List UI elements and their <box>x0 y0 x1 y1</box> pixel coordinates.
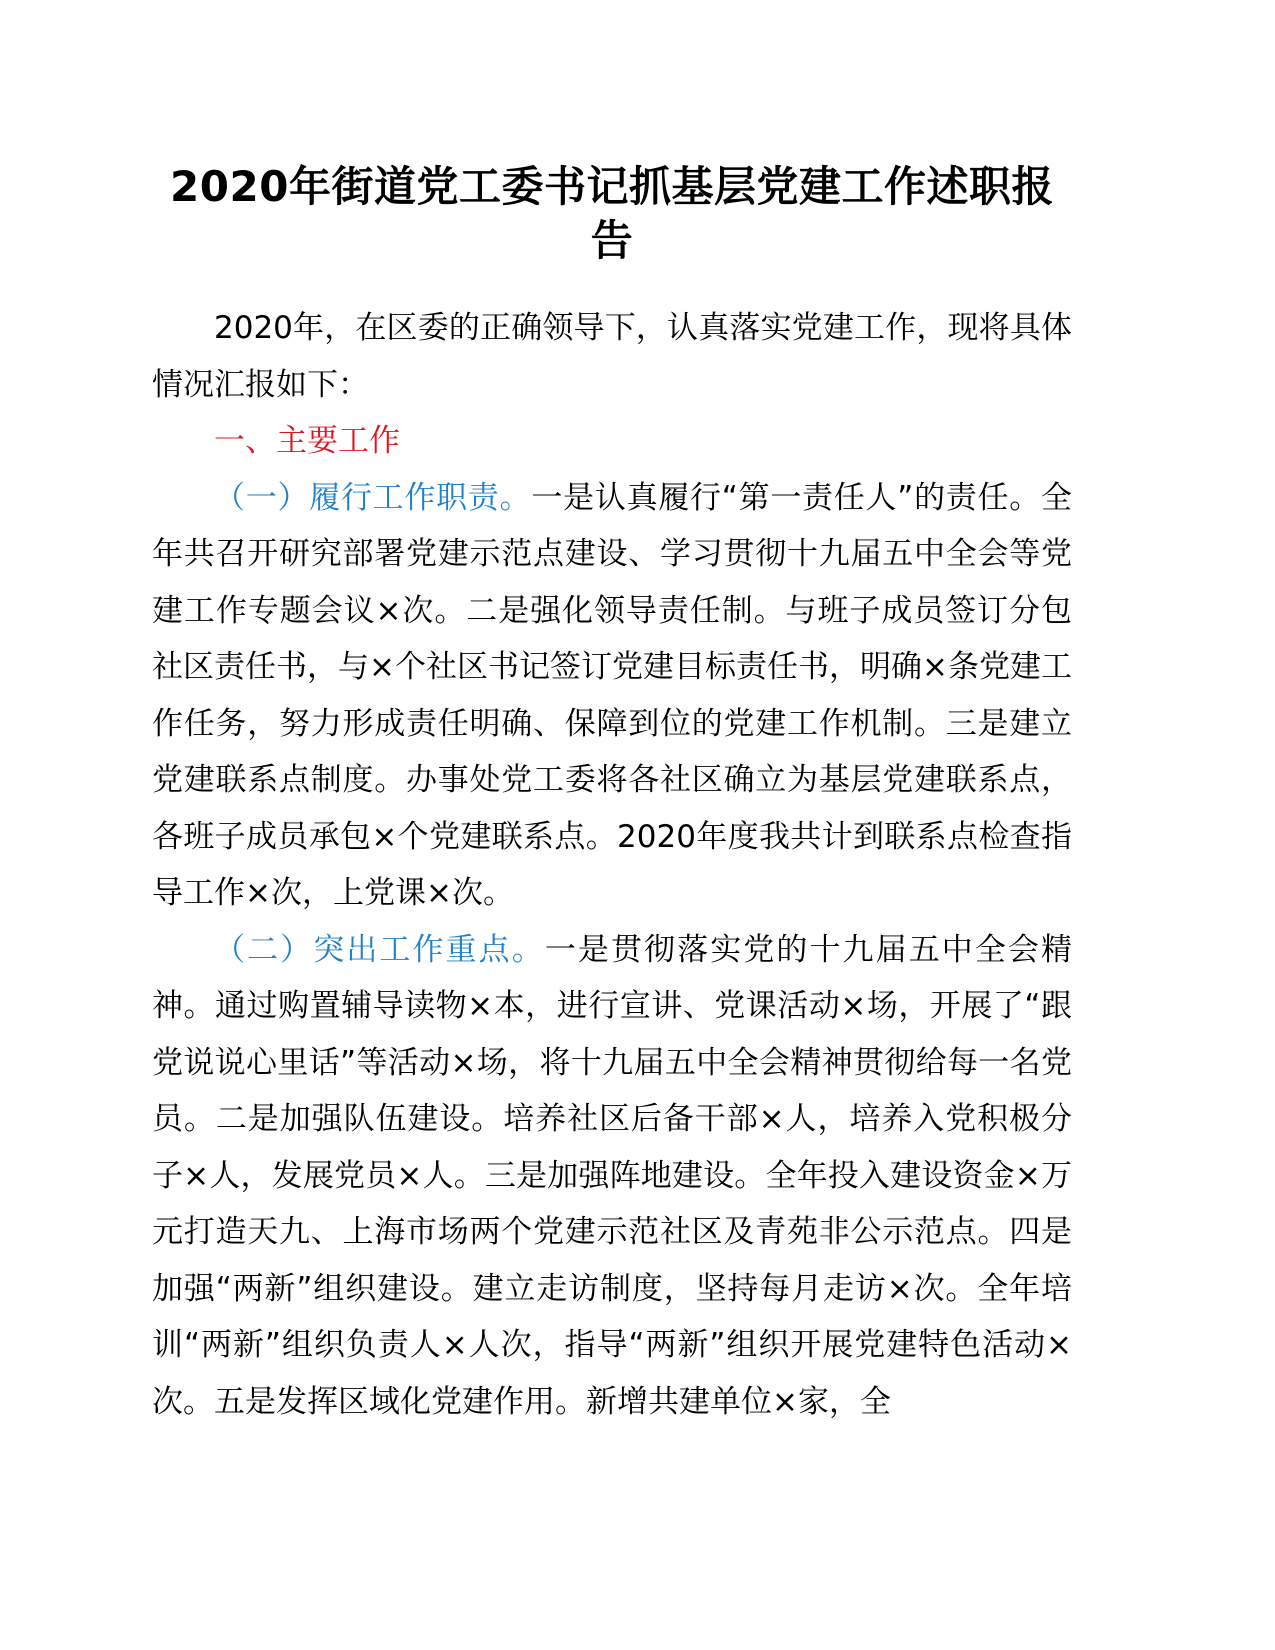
item-heading-priorities: （二）突出工作重点。 <box>214 931 545 968</box>
item-body-duties: 一是认真履行“第一责任人”的责任。全年共召开研究部署党建示范点建设、学习贯彻十九届五中全会等党建工作专题会议×次。二是强化领导责任制。与班子成员签订分包社区责任书，与×个社区书记签订党建目标责任书，明确×条党建工作任务，努力形成责任明确、保障到位的党建工作机制。三是建立党建联系点制度。办事处党工委将各社区确立为基层党建联系点，各班子成员承包×个党建联系点。2020年度我共计到联系点检查指导工作×次，上党课×次。 <box>152 479 1073 911</box>
document-page <box>152 160 1072 1430</box>
item-paragraph-priorities <box>152 922 1072 1431</box>
section-heading-text: 一、主要工作 <box>214 423 400 459</box>
document-title: 2020年街道党工委书记抓基层党建工作述职报告 <box>170 162 1054 265</box>
section-heading-main-work <box>152 413 1072 470</box>
intro-paragraph: 2020年，在区委的正确领导下，认真落实党建工作，现将具体情况汇报如下： <box>152 310 1072 403</box>
item-paragraph-duties <box>152 470 1072 922</box>
item-heading-duties: （一）履行工作职责。 <box>214 479 532 516</box>
item-body-priorities: 一是贯彻落实党的十九届五中全会精神。通过购置辅导读物×本，进行宣讲、党课活动×场，开展了“跟党说说心里话”等活动×场，将十九届五中全会精神贯彻给每一名党员。二是加强队伍建设。培养社区后备干部×人，培养入党积极分子×人，发展党员×人。三是加强阵地建设。全年投入建设资金×万元打造天九、上海市场两个党建示范社区及青苑非公示范点。四是加强“两新”组织建设。建立走访制度，坚持每月走访×次。全年培训“两新”组织负责人×人次，指导“两新”组织开展党建特色活动×次。五是发挥区域化党建作用。新增共建单位×家，全 <box>152 931 1073 1420</box>
